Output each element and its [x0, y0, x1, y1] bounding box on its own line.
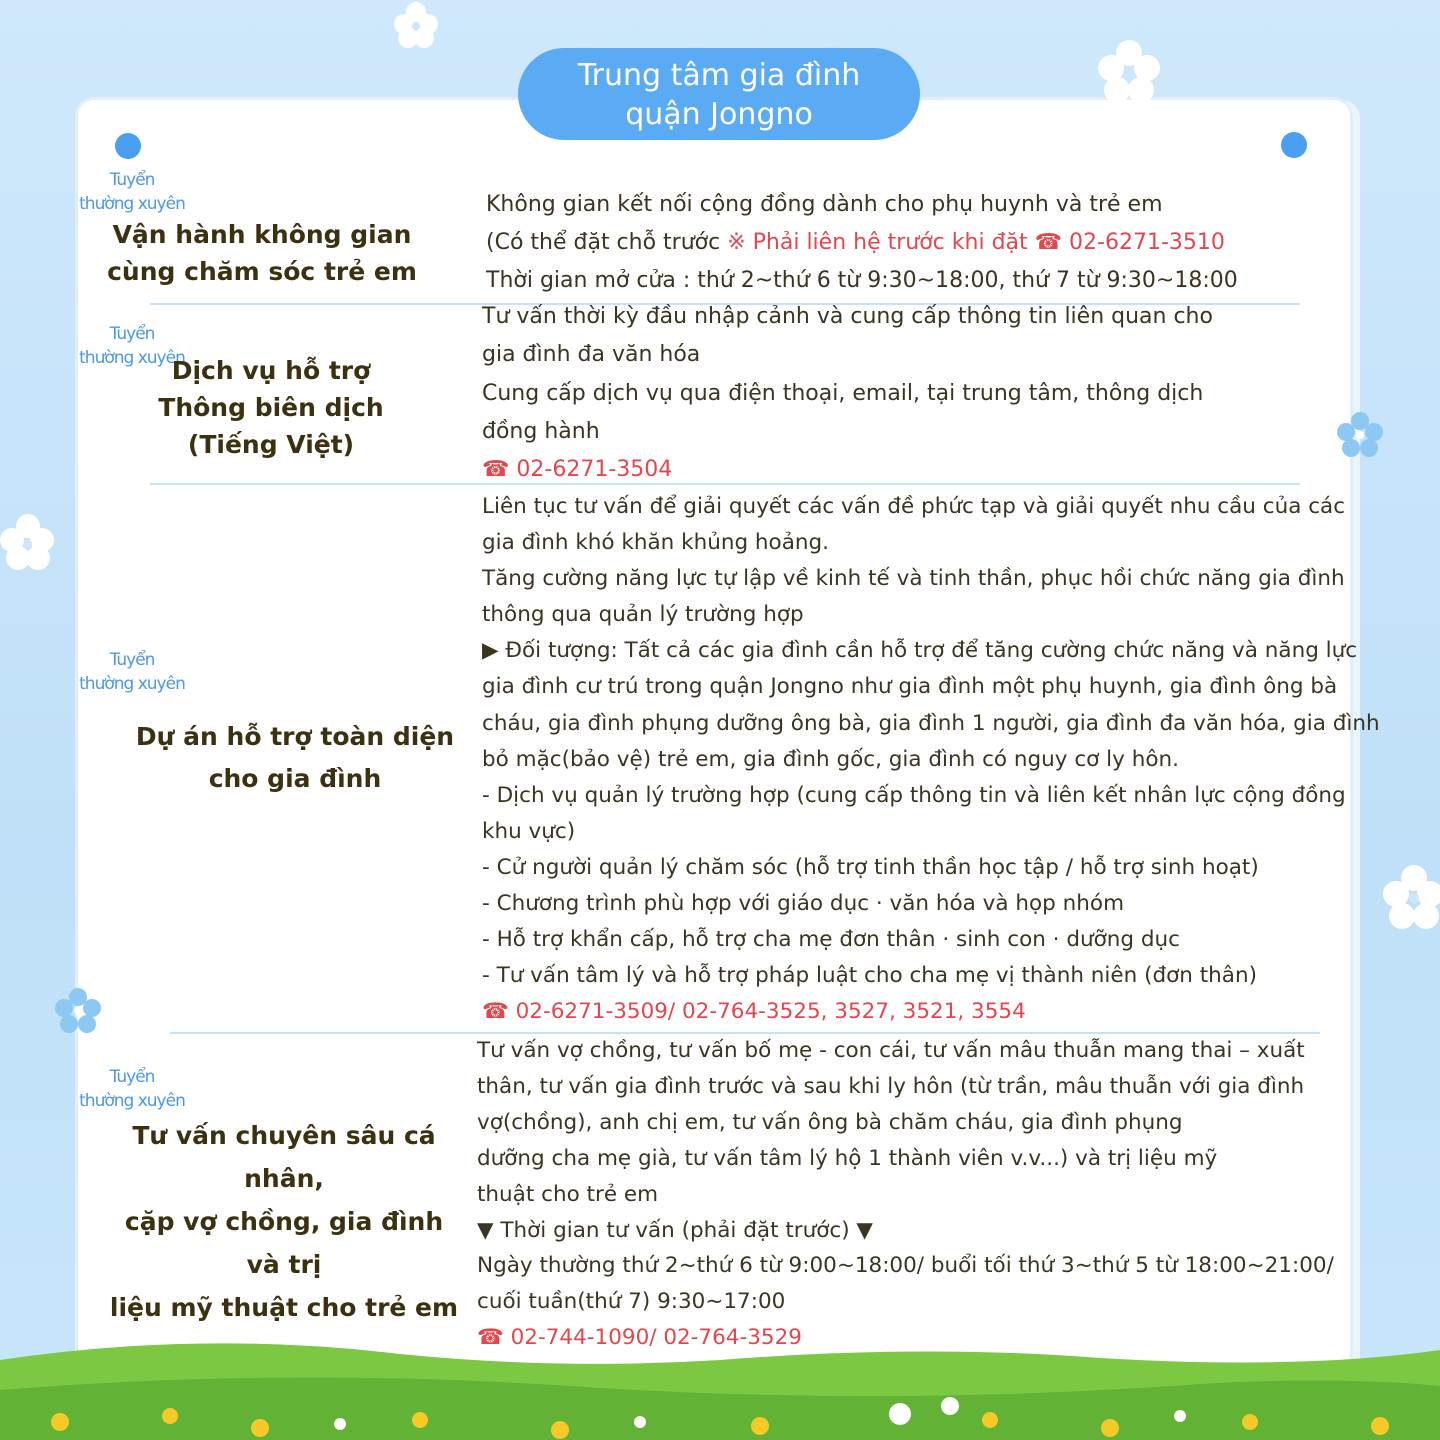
binder-hole-right	[1281, 132, 1307, 158]
title-line-2: quận Jongno	[625, 97, 813, 132]
flower-icon	[1334, 410, 1386, 462]
recruit-badge: Tuyển thường xuyên	[78, 648, 186, 704]
section-label-interpret: Dịch vụ hỗ trợ Thông biên dịch (Tiếng Việt)	[158, 356, 384, 459]
recruit-badge: Tuyển thường xuyên	[78, 322, 186, 378]
section-desc-space: Không gian kết nối cộng đồng dành cho phụ huynh và trẻ em (Có thể đặt chỗ trước ※ Phải liên hệ trước khi đặt ☎ 02-6271-3510 Thời gian mở cửa : thứ 2~thứ 6 từ 9:30~18:00, thứ 7 từ 9:30~18:00	[486, 192, 1238, 293]
flower-icon	[388, 0, 444, 50]
section-desc-interpret: Tư vấn thời kỳ đầu nhập cảnh và cung cấp thông tin liên quan cho gia đình đa văn hóa Cung cấp dịch vụ qua điện thoại, email, tại trung tâm, thông dịch đồng hành ☎ 02-6271-3504	[482, 304, 1213, 483]
title-banner	[518, 48, 920, 140]
grass-field	[0, 1330, 1440, 1440]
flower-icon	[1382, 862, 1440, 932]
section-label-counseling: Tư vấn chuyên sâu cá nhân, cặp vợ chồng, gia đình và trị liệu mỹ thuật cho trẻ em	[109, 1121, 459, 1322]
recruit-badge: Tuyển thường xuyên	[78, 1065, 186, 1121]
binder-hole-left	[115, 133, 141, 159]
section-label-support: Dự án hỗ trợ toàn diện cho gia đình	[135, 722, 455, 793]
flower-icon	[52, 986, 104, 1038]
section-label-space: Vận hành không gian cùng chăm sóc trẻ em	[107, 220, 417, 286]
section-desc-counseling: Tư vấn vợ chồng, tư vấn bố mẹ - con cái, tư vấn mâu thuẫn mang thai – xuất thân, tư vấn gia đình trước và sau khi ly hôn (từ trần, mâu thuẫn với gia đình vợ(chồng), anh chị em, tư vấn ông bà chăm cháu, gia đình phụng dưỡng cha mẹ già, tư vấn tâm lý hộ 1 thành viên v.v...) và trị liệu mỹ thuật cho trẻ em ▼ Thời gian tư vấn (phải đặt trước) ▼ Ngày thường thứ 2~thứ 6 từ 9:00~18:00/ buổi tối thứ 3~thứ 5 từ 18:00~21:00/ cuối tuần(thứ 7) 9:30~17:00 ☎ 02-744-1090/ 02-764-3529	[477, 1038, 1334, 1351]
section-desc-support: Liên tục tư vấn để giải quyết các vấn đề phức tạp và giải quyết nhu cầu của các gia đình khó khăn khủng hoảng. Tăng cường năng lực tự lập về kinh tế và tinh thần, phục hồi chức năng gia đình thông qua quản lý trường hợp ▶ Đối tượng: Tất cả các gia đình cần hỗ trợ để tăng cường chức năng và năng lực gia đình cư trú trong quận Jongno như gia đình một phụ huynh, gia đình ông bà cháu, gia đình phụng dưỡng ông bà, gia đình 1 người, gia đình đa văn hóa, gia đình bỏ mặc(bảo vệ) trẻ em, gia đình gốc, gia đình có nguy cơ ly hôn. - Dịch vụ quản lý trường hợp (cung cấp thông tin và liên kết nhân lực cộng đồng khu vực) - Cử người quản lý chăm sóc (hỗ trợ tinh thần học tập / hỗ trợ sinh hoạt) - Chương trình phù hợp với giáo dục · văn hóa và họp nhóm - Hỗ trợ khẩn cấp, hỗ trợ cha mẹ đơn thân · sinh con · dưỡng dục - Tư vấn tâm lý và hỗ trợ pháp luật cho cha mẹ vị thành niên (đơn thân) ☎ 02-6271-3509/ 02-764-3525, 3527, 3521, 3554	[482, 494, 1380, 1025]
flower-icon	[0, 512, 56, 572]
recruit-badge: Tuyển thường xuyên	[78, 168, 186, 224]
flower-icon	[1094, 38, 1164, 108]
title-line-1: Trung tâm gia đình	[577, 58, 861, 93]
